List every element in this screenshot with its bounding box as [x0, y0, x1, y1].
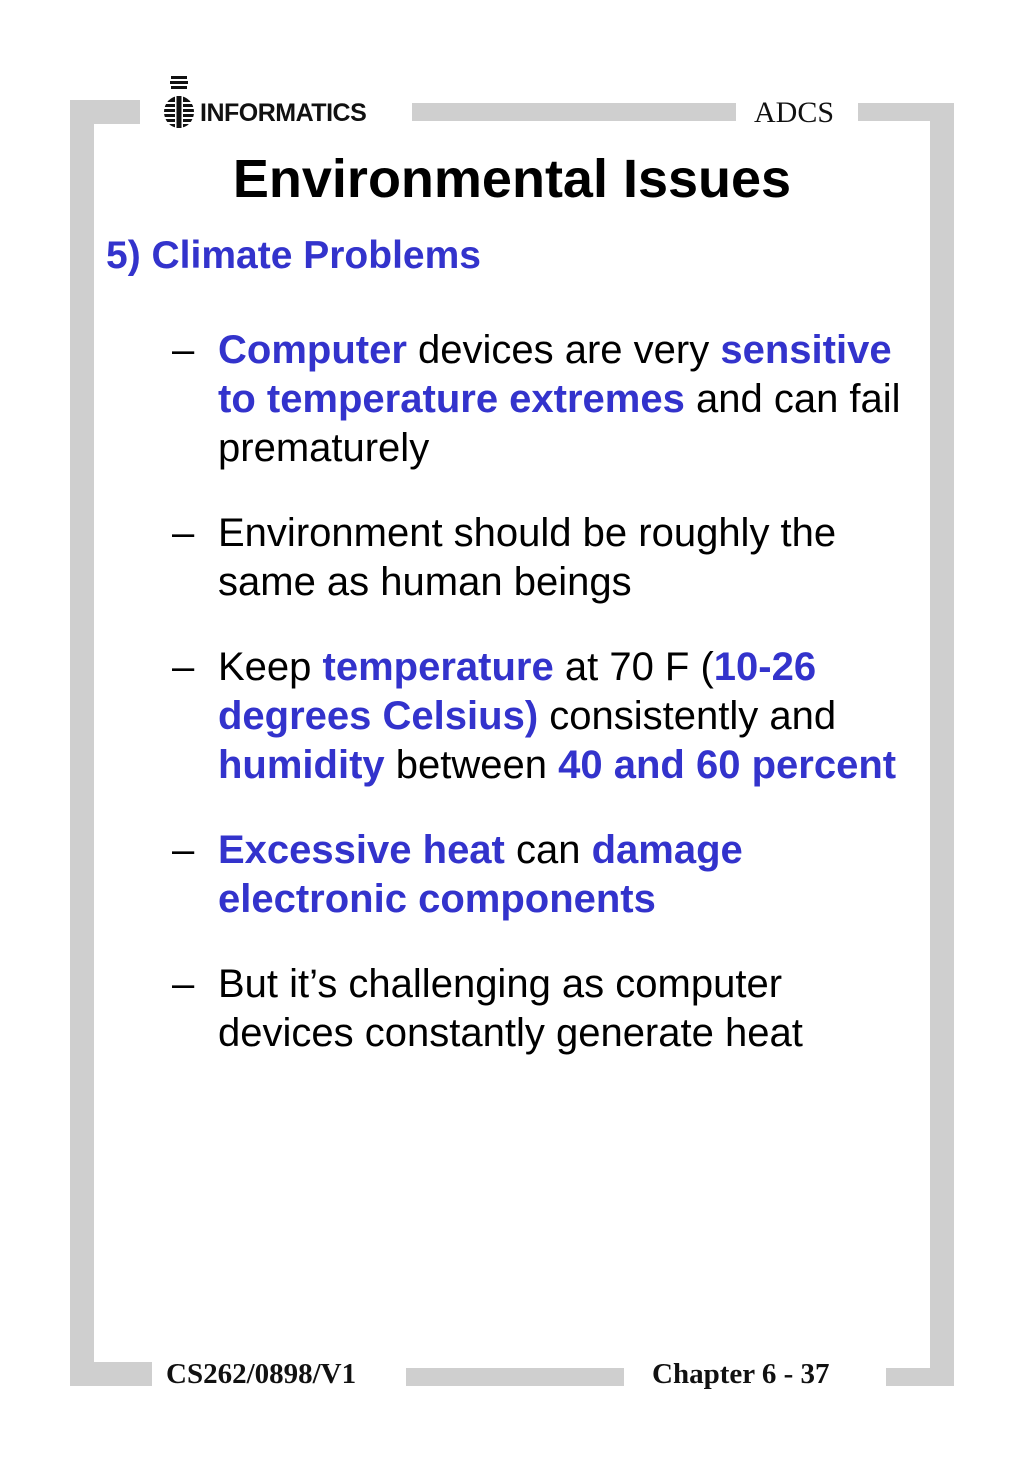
section-subtitle: 5) Climate Problems: [106, 234, 481, 277]
bullet-emphasis-text: Computer: [218, 328, 407, 372]
bullet-dash: –: [172, 328, 195, 372]
bullet-item: [172, 643, 924, 790]
bullet-item: [172, 960, 924, 1058]
bullet-text: between: [384, 743, 559, 787]
frame-bottom-bar-middle: [406, 1368, 624, 1386]
bullet-item: [172, 509, 924, 607]
bullet-emphasis-text: damage electronic components: [218, 828, 743, 921]
page-title: Environmental Issues: [232, 149, 792, 209]
frame-bottom-bar-right: [886, 1368, 954, 1386]
frame-right-bar: [930, 103, 954, 1386]
course-code: ADCS: [748, 96, 840, 130]
bullet-text: But it’s challenging as computer devices constantly generate heat: [218, 962, 803, 1055]
bullet-dash: –: [172, 511, 195, 555]
bullet-dash: –: [172, 962, 195, 1006]
frame-top-bar-right: [858, 103, 954, 121]
frame-top-bar-left: [70, 100, 140, 124]
footer-page-number: Chapter 6 - 37: [646, 1358, 835, 1391]
bullet-emphasis-text: sensitive to temperature extremes: [218, 328, 892, 421]
informatics-logo-icon: [162, 74, 196, 130]
bullet-list: [172, 326, 924, 1094]
bullet-dash: –: [172, 828, 195, 872]
frame-bottom-bar-left: [70, 1362, 152, 1386]
bullet-dash: –: [172, 645, 195, 689]
bullet-text: Environment should be roughly the same as human beings: [218, 511, 837, 604]
bullet-emphasis-text: temperature: [322, 645, 554, 689]
frame-top-bar-middle: [412, 103, 736, 121]
informatics-logo: [158, 74, 370, 130]
bullet-emphasis-text: 10-26 degrees Celsius): [218, 645, 817, 738]
bullet-text: devices are very: [406, 328, 721, 372]
bullet-text: at 70 F (: [553, 645, 714, 689]
bullet-text: and can fail prematurely: [218, 377, 901, 470]
bullet-item: [172, 326, 924, 473]
bullet-emphasis-text: 40 and 60 percent: [558, 743, 897, 787]
frame-left-bar: [70, 100, 94, 1386]
bullet-text: can: [504, 828, 592, 872]
bullet-text: Keep: [218, 645, 323, 689]
bullet-emphasis-text: humidity: [218, 743, 385, 787]
logo-text: INFORMATICS: [200, 99, 367, 127]
bullet-item: [172, 826, 924, 924]
bullet-text: consistently and: [538, 694, 837, 738]
footer-doc-id: CS262/0898/V1: [160, 1358, 362, 1391]
bullet-emphasis-text: Excessive heat: [218, 828, 505, 872]
